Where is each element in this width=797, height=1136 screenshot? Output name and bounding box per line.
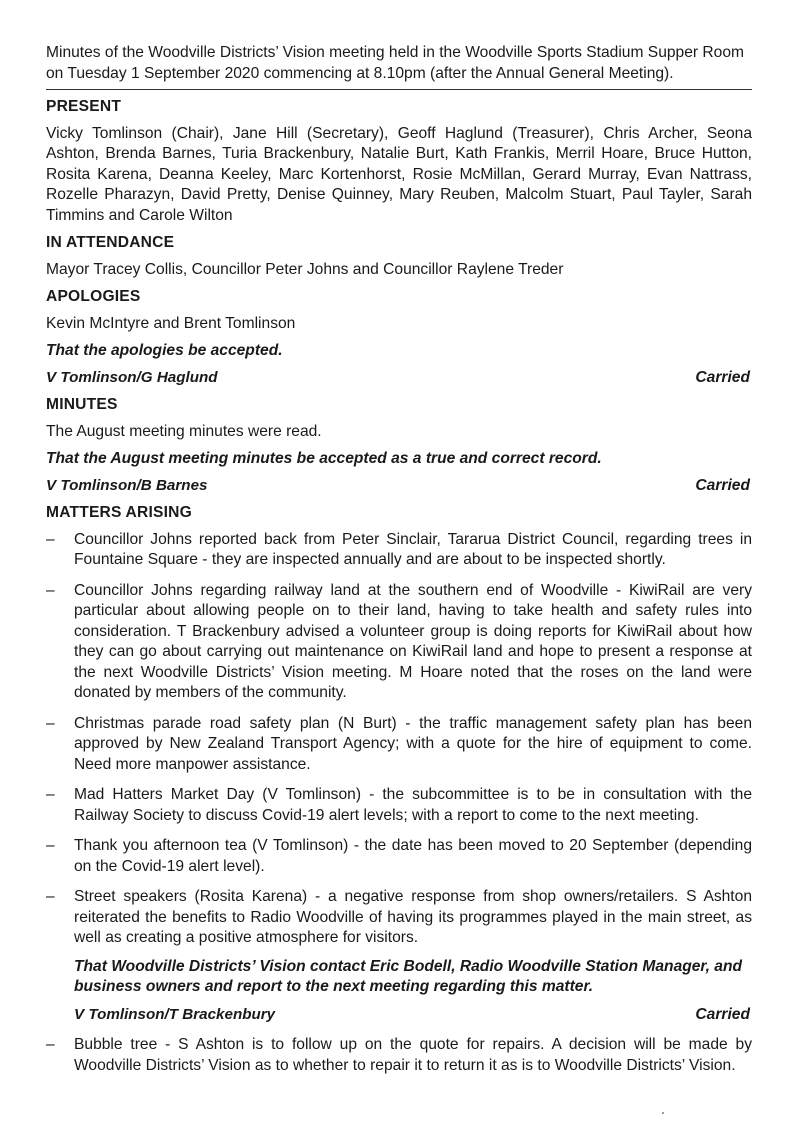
divider (46, 89, 752, 90)
minutes-result: Carried (695, 476, 750, 494)
dash-bullet: – (46, 1036, 55, 1053)
list-item (46, 887, 752, 949)
matters-heading: MATTERS ARISING (46, 504, 192, 521)
list-item-text: Bubble tree - S Ashton is to follow up on the quote for repairs. A decision will be made by Woodville Districts’ Vision as to whether to repair it to return it as is to Woodville Districts’ Vision. (74, 1036, 752, 1074)
list-item (46, 1035, 752, 1076)
present-list: Vicky Tomlinson (Chair), Jane Hill (Secretary), Geoff Haglund (Treasurer), Chris Archer, Seona Ashton, Brenda Barnes, Turia Brackenbury, Natalie Burt, Kath Frankis, Merril Hoare, Bruce Hutton, Rosita Karena, Deanna Keeley, Marc Kortenhorst, Rosie McMillan, Gerard Murray, Evan Nattrass, Rozelle Pharazyn, David Pretty, Denise Quinney, Mary Reuben, Malcolm Stuart, Paul Tayler, Sarah Timmins and Carole Wilton (46, 124, 752, 224)
list-item-text: Thank you afternoon tea (V Tomlinson) - the date has been moved to 20 September (depending on the Covid-19 alert level). (74, 837, 752, 875)
minutes-text: The August meeting minutes were read. (46, 422, 322, 440)
dash-bullet: – (46, 581, 55, 599)
minutes-page (46, 43, 752, 1086)
apologies-heading: APOLOGIES (46, 288, 141, 305)
list-item (46, 581, 752, 704)
matters-list (46, 530, 752, 949)
matters-motion: That Woodville Districts’ Vision contact Eric Bodell, Radio Woodville Station Manager, and business owners and report to the next meeting regarding this matter. (74, 957, 743, 995)
list-item-text: Mad Hatters Market Day (V Tomlinson) - the subcommittee is to be in consultation with the Railway Society to discuss Covid-19 alert levels; with a report to come to the next meeting. (74, 786, 752, 824)
dash-bullet: – (46, 786, 55, 803)
dash-bullet: – (46, 530, 55, 548)
apologies-movers: V Tomlinson/G Haglund (46, 368, 218, 386)
minutes-movers: V Tomlinson/B Barnes (46, 476, 208, 494)
apologies-result: Carried (695, 368, 750, 386)
apologies-list: Kevin McIntyre and Brent Tomlinson (46, 314, 296, 332)
minutes-moved-line (46, 476, 752, 497)
list-item (46, 785, 752, 826)
apologies-moved-line (46, 368, 752, 389)
scan-speck (662, 1112, 664, 1114)
meeting-intro: Minutes of the Woodville Districts’ Vision meeting held in the Woodville Sports Stadium Supper Room on Tuesday 1 September 2020 commencing at 8.10pm (after the Annual General Meeting). (46, 44, 745, 82)
dash-bullet: – (46, 888, 55, 905)
list-item-text: Christmas parade road safety plan (N Burt) - the traffic management safety plan has been approved by New Zealand Transport Agency; with a quote for the hire of equipment to come. Need more manpower assistance. (74, 714, 752, 773)
matters-moved-line (74, 1005, 752, 1026)
dash-bullet: – (46, 714, 55, 732)
matters-result: Carried (695, 1005, 750, 1023)
list-item-text: Councillor Johns regarding railway land at the southern end of Woodville - KiwiRail are very particular about allowing people on to their land, having to take health and safety rules into consideration. T Brackenbury advised a volunteer group is doing reports for KiwiRail about how they can go about carrying out maintenance on KiwiRail land and hope to present a response at the next Woodville Districts’ Vision meeting. M Hoare noted that the roses on the land were donated by members of the community. (74, 581, 752, 701)
apologies-motion: That the apologies be accepted. (46, 342, 283, 359)
present-heading: PRESENT (46, 98, 122, 115)
minutes-heading: MINUTES (46, 396, 118, 413)
minutes-motion: That the August meeting minutes be accepted as a true and correct record. (46, 450, 602, 467)
matters-movers: V Tomlinson/T Brackenbury (74, 1005, 276, 1023)
attendance-heading: IN ATTENDANCE (46, 234, 175, 251)
list-item-text: Street speakers (Rosita Karena) - a negative response from shop owners/retailers. S Ashton reiterated the benefits to Radio Woodville of having its programmes played in the main street, as well as creating a positive atmosphere for visitors. (74, 888, 752, 946)
matters-list-continued (46, 1035, 752, 1076)
list-item-text: Councillor Johns reported back from Peter Sinclair, Tararua District Council, regarding trees in Fountaine Square - they are inspected annually and are about to be inspected shortly. (74, 530, 752, 568)
list-item (46, 836, 752, 877)
list-item (46, 530, 752, 571)
list-item (46, 714, 752, 776)
attendance-list: Mayor Tracey Collis, Councillor Peter Johns and Councillor Raylene Treder (46, 260, 564, 278)
dash-bullet: – (46, 837, 55, 854)
matters-motion-block (46, 957, 752, 1026)
